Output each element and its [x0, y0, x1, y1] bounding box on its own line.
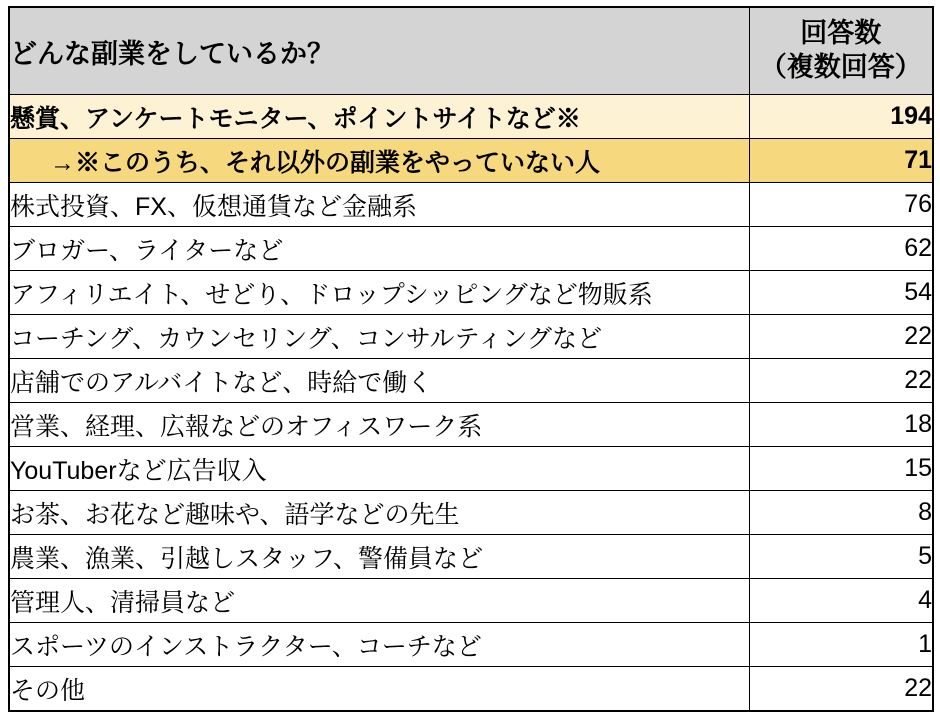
- row-count: 194: [749, 95, 933, 139]
- table-header-row: [9, 7, 933, 95]
- table-row: [9, 623, 933, 667]
- table-row: [9, 491, 933, 535]
- row-label: その他: [9, 667, 749, 712]
- column-header-question: どんな副業をしているか？: [9, 7, 749, 95]
- row-count: 22: [749, 359, 933, 403]
- survey-results-table: [8, 6, 934, 712]
- row-label: 営業、経理、広報などのオフィスワーク系: [9, 403, 749, 447]
- table-row: [9, 271, 933, 315]
- table-row: [9, 403, 933, 447]
- row-label: 株式投資、FX、仮想通貨など金融系: [9, 183, 749, 227]
- row-count: 18: [749, 403, 933, 447]
- table-row: [9, 95, 933, 139]
- column-header-count-line2: （複数回答）: [759, 52, 922, 82]
- row-label: コーチング、カウンセリング、コンサルティングなど: [9, 315, 749, 359]
- row-count: 62: [749, 227, 933, 271]
- row-count: 71: [749, 139, 933, 183]
- table-row: [9, 227, 933, 271]
- table-row: [9, 667, 933, 712]
- table-row: [9, 579, 933, 623]
- row-label: 店舗でのアルバイトなど、時給で働く: [9, 359, 749, 403]
- row-count: 22: [749, 315, 933, 359]
- table-row: [9, 447, 933, 491]
- table-row: [9, 183, 933, 227]
- column-header-count-line1: 回答数: [800, 18, 882, 49]
- row-count: 22: [749, 667, 933, 712]
- row-count: 15: [749, 447, 933, 491]
- row-count: 5: [749, 535, 933, 579]
- row-count: 54: [749, 271, 933, 315]
- row-label: お茶、お花など趣味や、語学などの先生: [9, 491, 749, 535]
- row-count: 4: [749, 579, 933, 623]
- table-row: [9, 315, 933, 359]
- row-label: →※このうち、それ以外の副業をやっていない人: [9, 139, 749, 183]
- row-count: 76: [749, 183, 933, 227]
- table-row: [9, 139, 933, 183]
- row-label: ブロガー、ライターなど: [9, 227, 749, 271]
- row-label: 農業、漁業、引越しスタッフ、警備員など: [9, 535, 749, 579]
- table-row: [9, 359, 933, 403]
- row-count: 1: [749, 623, 933, 667]
- row-count: 8: [749, 491, 933, 535]
- row-label: 管理人、清掃員など: [9, 579, 749, 623]
- row-label: 懸賞、アンケートモニター、ポイントサイトなど※: [9, 95, 749, 139]
- row-label: アフィリエイト、せどり、ドロップシッピングなど物販系: [9, 271, 749, 315]
- table-row: [9, 535, 933, 579]
- table-body: [9, 95, 933, 712]
- row-label: YouTuberなど広告収入: [9, 447, 749, 491]
- table-header: [9, 7, 933, 95]
- column-header-count: [749, 7, 933, 95]
- row-label: スポーツのインストラクター、コーチなど: [9, 623, 749, 667]
